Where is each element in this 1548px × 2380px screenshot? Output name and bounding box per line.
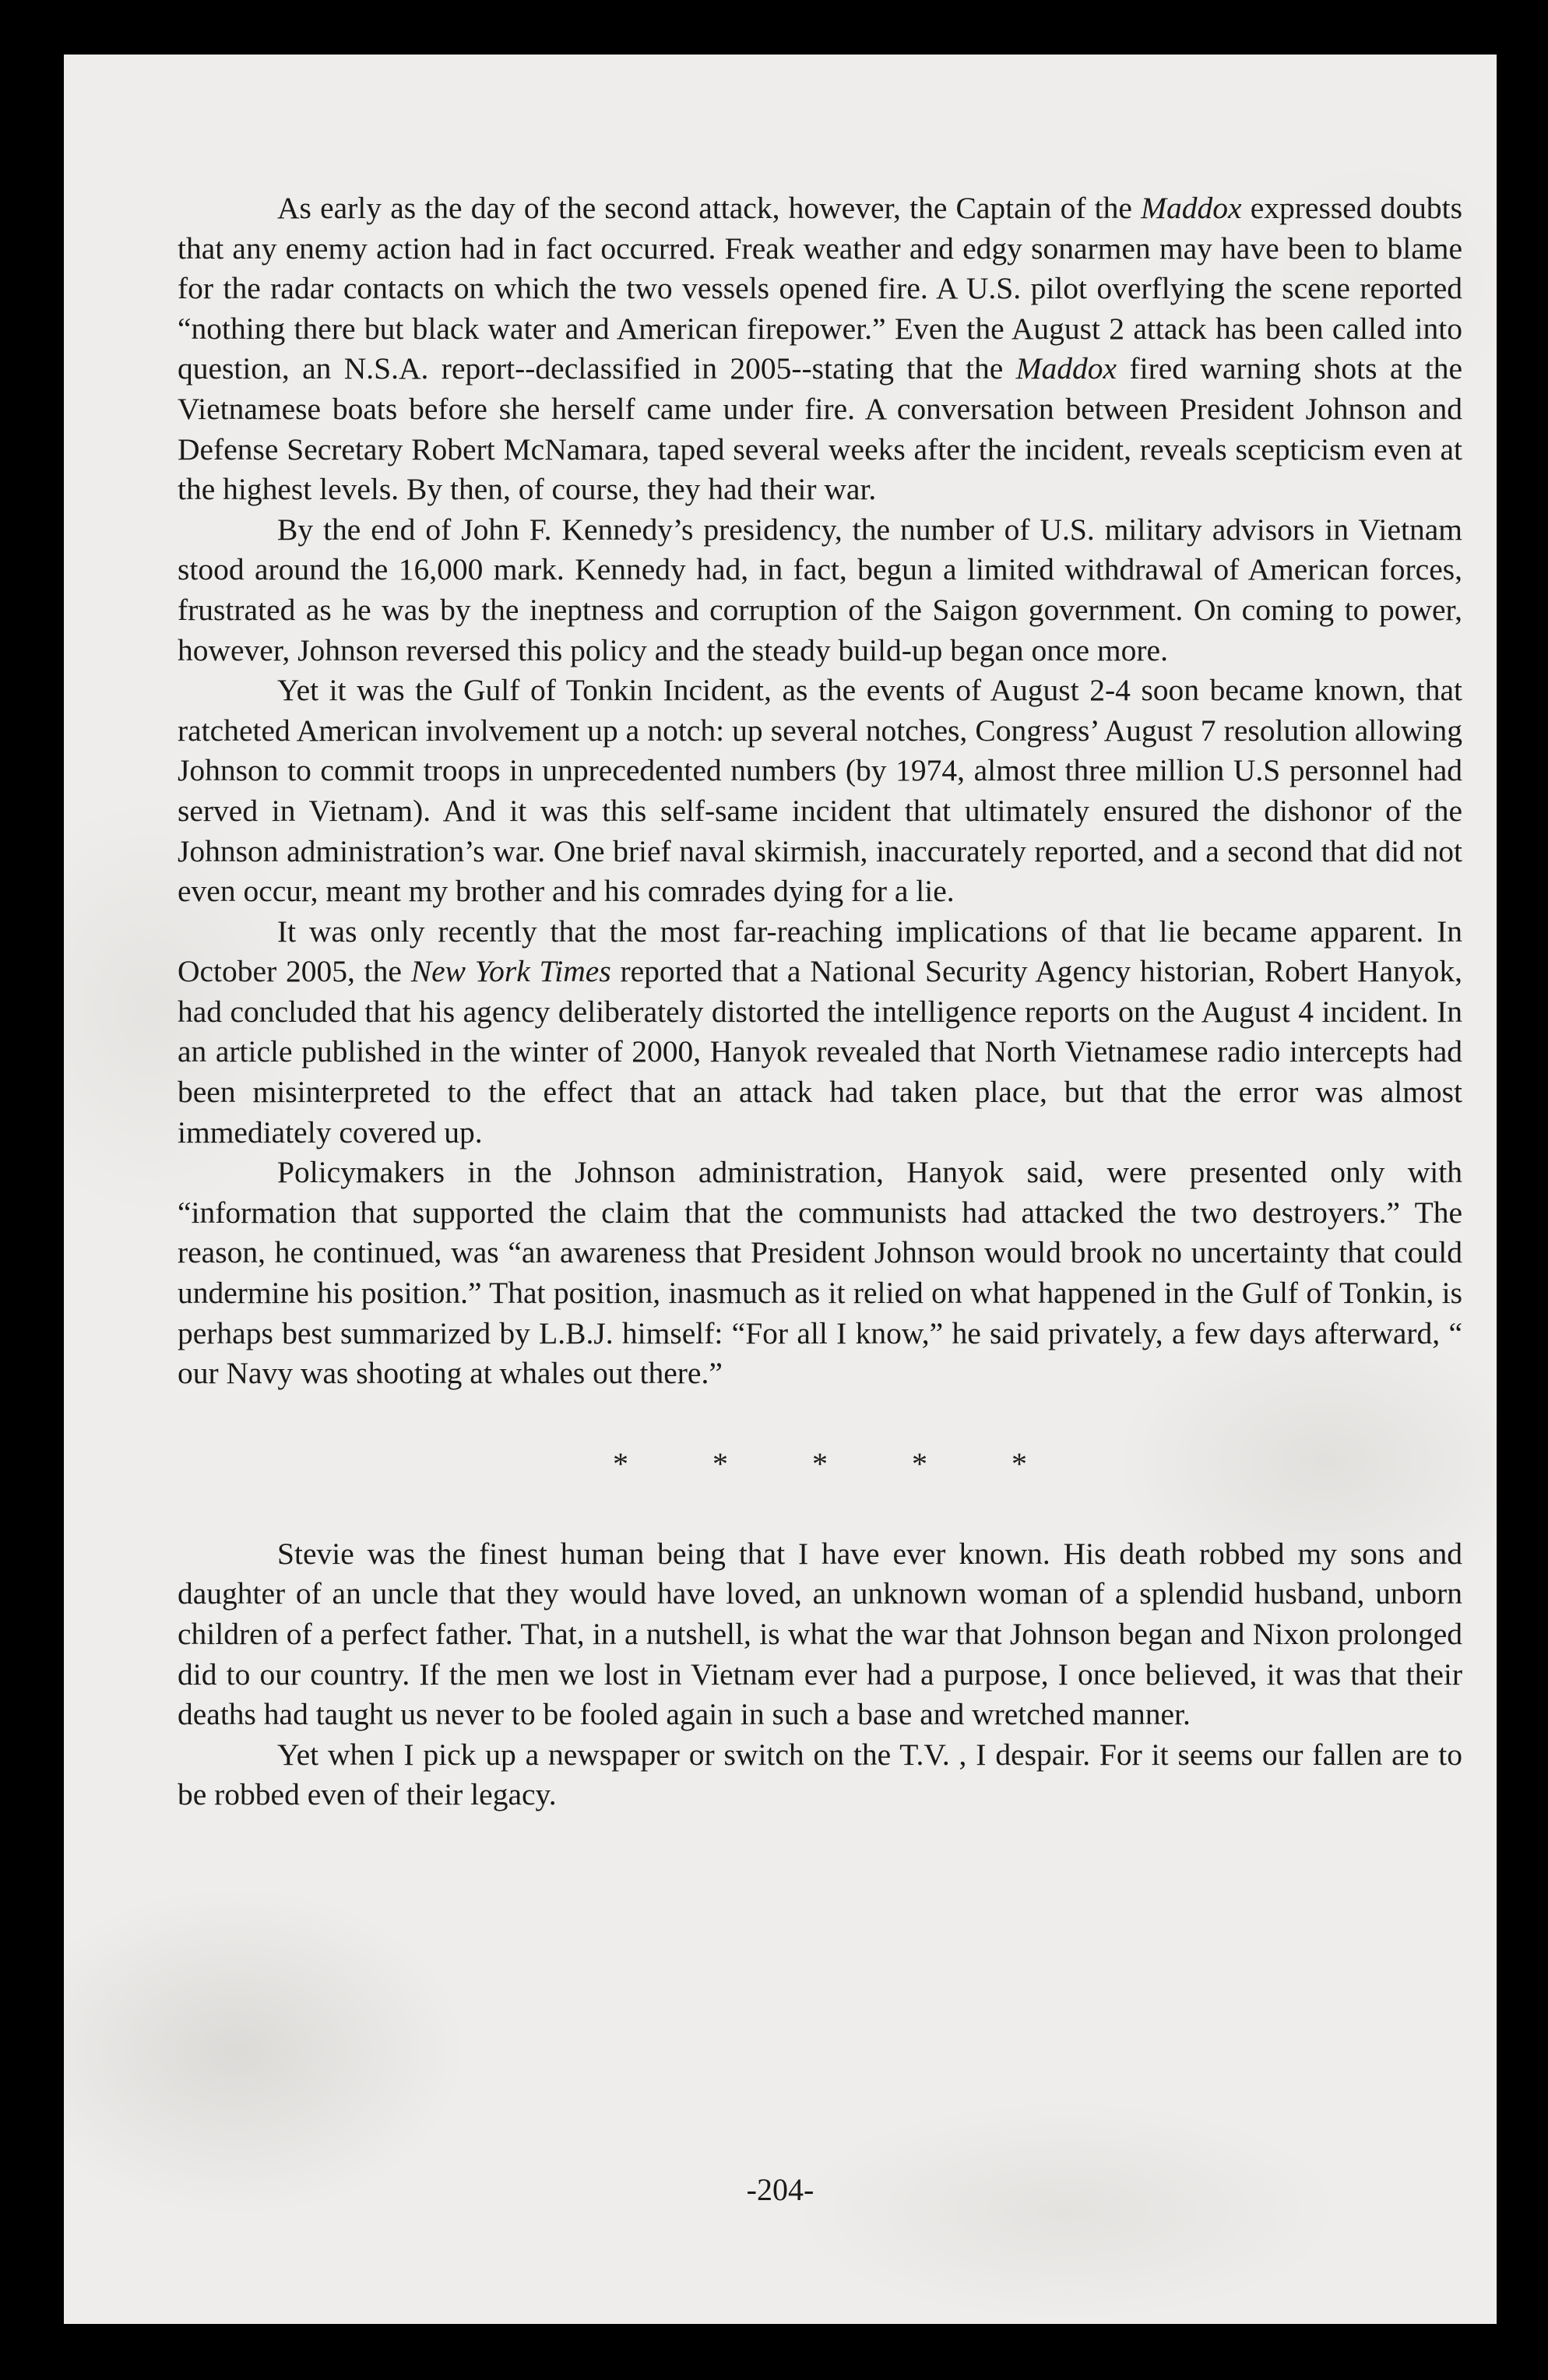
italic-title: Maddox	[1141, 191, 1242, 225]
book-page	[64, 55, 1497, 2324]
paragraph	[178, 671, 1462, 912]
text-run: Stevie was the finest human being that I have ever known. His death robbed my sons and daughter of an uncle that they would have loved, an unknown woman of a splendid husband, unborn children of a perfect father. That, in a nutshell, is what the war that Johnson began and Nixon prolonged did to our country. If the men we lost in Vietnam ever had a purpose, I once believed, it was that their deaths had taught us never to be fooled again in such a base and wretched manner.	[178, 1536, 1462, 1732]
closing-paragraphs	[178, 1534, 1462, 1815]
text-run: As early as the day of the second attack, however, the Captain of the	[277, 191, 1142, 225]
text-run: fired warning shots at the Vietnamese boats before she herself came under fire. A conversation between President Johnson and Defense Secretary Robert McNamara, taped several weeks after the incident, reveals scepticism even at the highest levels. By then, of course, they had their war.	[178, 351, 1462, 507]
separator-star: *	[912, 1445, 927, 1481]
paragraph	[178, 188, 1462, 510]
text-run: Yet when I pick up a newspaper or switch on the T.V. , I despair. For it seems our fallen are to be robbed even of their legacy.	[178, 1737, 1462, 1812]
paragraph	[178, 510, 1462, 671]
separator-star: *	[812, 1445, 828, 1481]
italic-title: New York Times	[410, 954, 611, 989]
italic-title: Maddox	[1015, 351, 1117, 386]
section-separator	[178, 1394, 1462, 1534]
separator-star: *	[613, 1445, 628, 1481]
text-run: expressed doubts that any enemy action had in fact occurred. Freak weather and edgy sonarmen may have been to blame for the radar contacts on which the two vessels opened fire. A U.S. pilot overflying the scene reported “nothing there but black water and American firepower.” Even the August 2 attack has been called into question, an N.S.A. report--declassified in 2005--stating that the	[178, 191, 1462, 386]
paragraph	[178, 912, 1462, 1153]
separator-star: *	[712, 1445, 728, 1481]
paragraph	[178, 1735, 1462, 1815]
text-run: Policymakers in the Johnson administration, Hanyok said, were presented only with “information that supported the claim that the communists had attacked the two destroyers.” The reason, he continued, was “an awareness that President Johnson would brook no uncertainty that could undermine his position.” That position, inasmuch as it relied on what happened in the Gulf of Tonkin, is perhaps best summarized by L.B.J. himself: “For all I know,” he said privately, a few days afterward, “ our Navy was shooting at whales out there.”	[178, 1155, 1462, 1391]
separator-star: *	[1011, 1445, 1027, 1481]
page-number: -204-	[746, 2172, 814, 2207]
text-run: By the end of John F. Kennedy’s presidency, the number of U.S. military advisors in Vietnam stood around the 16,000 mark. Kennedy had, in fact, begun a limited withdrawal of American forces, frustrated as he was by the ineptness and corruption of the Saigon government. On coming to power, however, Johnson reversed this policy and the steady build-up began once more.	[178, 512, 1462, 667]
paragraph	[178, 1534, 1462, 1735]
text-run: It was only recently that the most far-reaching implications of that lie became apparent. In October 2005, the	[178, 914, 1462, 989]
main-paragraphs	[178, 188, 1462, 1394]
paragraph	[178, 1153, 1462, 1394]
body-text	[178, 188, 1462, 1815]
text-run: Yet it was the Gulf of Tonkin Incident, as the events of August 2-4 soon became known, that ratcheted American involvement up a notch: up several notches, Congress’ August 7 resolution allowing Johnson to commit troops in unprecedented numbers (by 1974, almost three million U.S personnel had served in Vietnam). And it was this self-same incident that ultimately ensured the dishonor of the Johnson administration’s war. One brief naval skirmish, inaccurately reported, and a second that did not even occur, meant my brother and his comrades dying for a lie.	[178, 673, 1462, 909]
text-run: reported that a National Security Agency historian, Robert Hanyok, had concluded that his agency deliberately distorted the intelligence reports on the August 4 incident. In an article published in the winter of 2000, Hanyok revealed that North Vietnamese radio intercepts had been misinterpreted to the effect that an attack had taken place, but that the error was almost immediately covered up.	[178, 954, 1462, 1150]
